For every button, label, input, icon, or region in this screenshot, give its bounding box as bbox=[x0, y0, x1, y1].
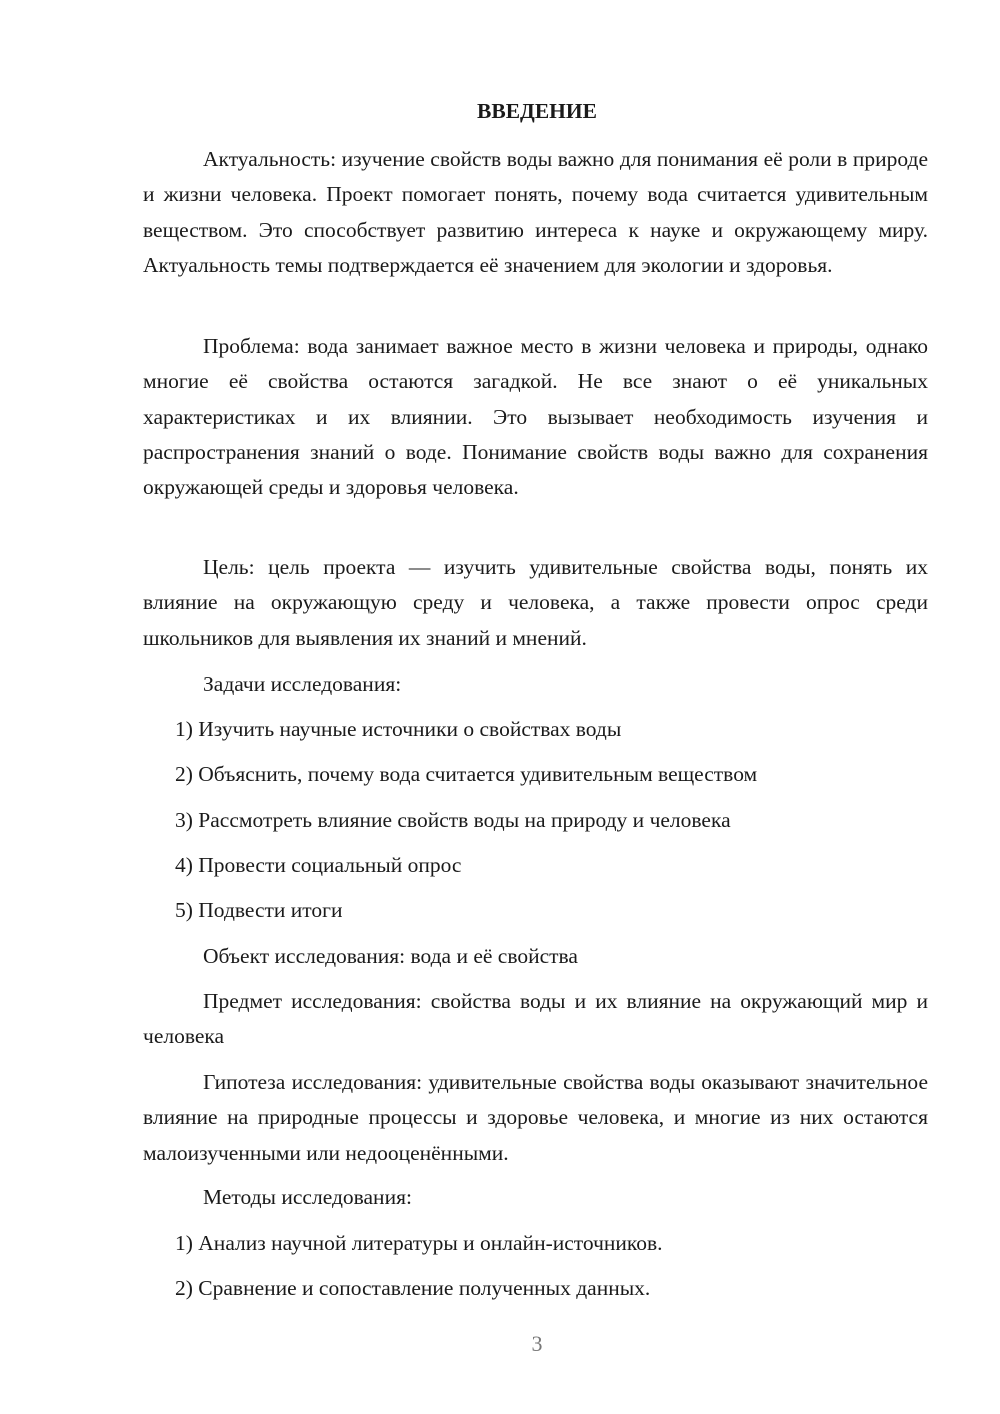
tasks-title: Задачи исследования: bbox=[203, 672, 402, 696]
task-item-3: 3) Рассмотреть влияние свойств воды на природу и человека bbox=[175, 808, 731, 832]
section-heading: ВВЕДЕНИЕ bbox=[477, 99, 597, 123]
task-item-5: 5) Подвести итоги bbox=[175, 898, 343, 922]
task-item-1: 1) Изучить научные источники о свойствах воды bbox=[175, 717, 622, 741]
methods-title: Методы исследования: bbox=[203, 1185, 412, 1209]
method-item-1: 1) Анализ научной литературы и онлайн-источников. bbox=[175, 1231, 663, 1255]
page-number: 3 bbox=[531, 1331, 543, 1356]
method-item-2: 2) Сравнение и сопоставление полученных данных. bbox=[175, 1276, 651, 1300]
task-item-2: 2) Объяснить, почему вода считается удивительным веществом bbox=[175, 762, 758, 786]
relevance-paragraph: Актуальность: изучение свойств воды важно для понимания её роли в природе и жизни человека. Проект помогает понять, почему вода считается удивительным веществом. Это способствует развитию интереса к науке и окружающему миру. Актуальность темы подтверждается её значением для экологии и здоровья. bbox=[143, 147, 928, 277]
problem-paragraph: Проблема: вода занимает важное место в жизни человека и природы, однако многие её свойства остаются загадкой. Не все знают о её уникальных характеристиках и их влиянии. Это вызывает необходимость изучения и распространения знаний о воде. Понимание свойств воды важно для сохранения окружающей среды и здоровья человека. bbox=[143, 334, 928, 500]
task-item-4: 4) Провести социальный опрос bbox=[175, 853, 462, 877]
research-subject: Предмет исследования: свойства воды и их влияние на окружающий мир и человека bbox=[143, 989, 928, 1049]
goal-paragraph: Цель: цель проекта — изучить удивительные свойства воды, понять их влияние на окружающую среду и человека, а также провести опрос среди школьников для выявления их знаний и мнений. bbox=[143, 555, 928, 650]
hypothesis-paragraph: Гипотеза исследования: удивительные свойства воды оказывают значительное влияние на природные процессы и здоровье человека, и многие из них остаются малоизученными или недооценёнными. bbox=[143, 1070, 928, 1165]
research-object: Объект исследования: вода и её свойства bbox=[203, 944, 578, 968]
